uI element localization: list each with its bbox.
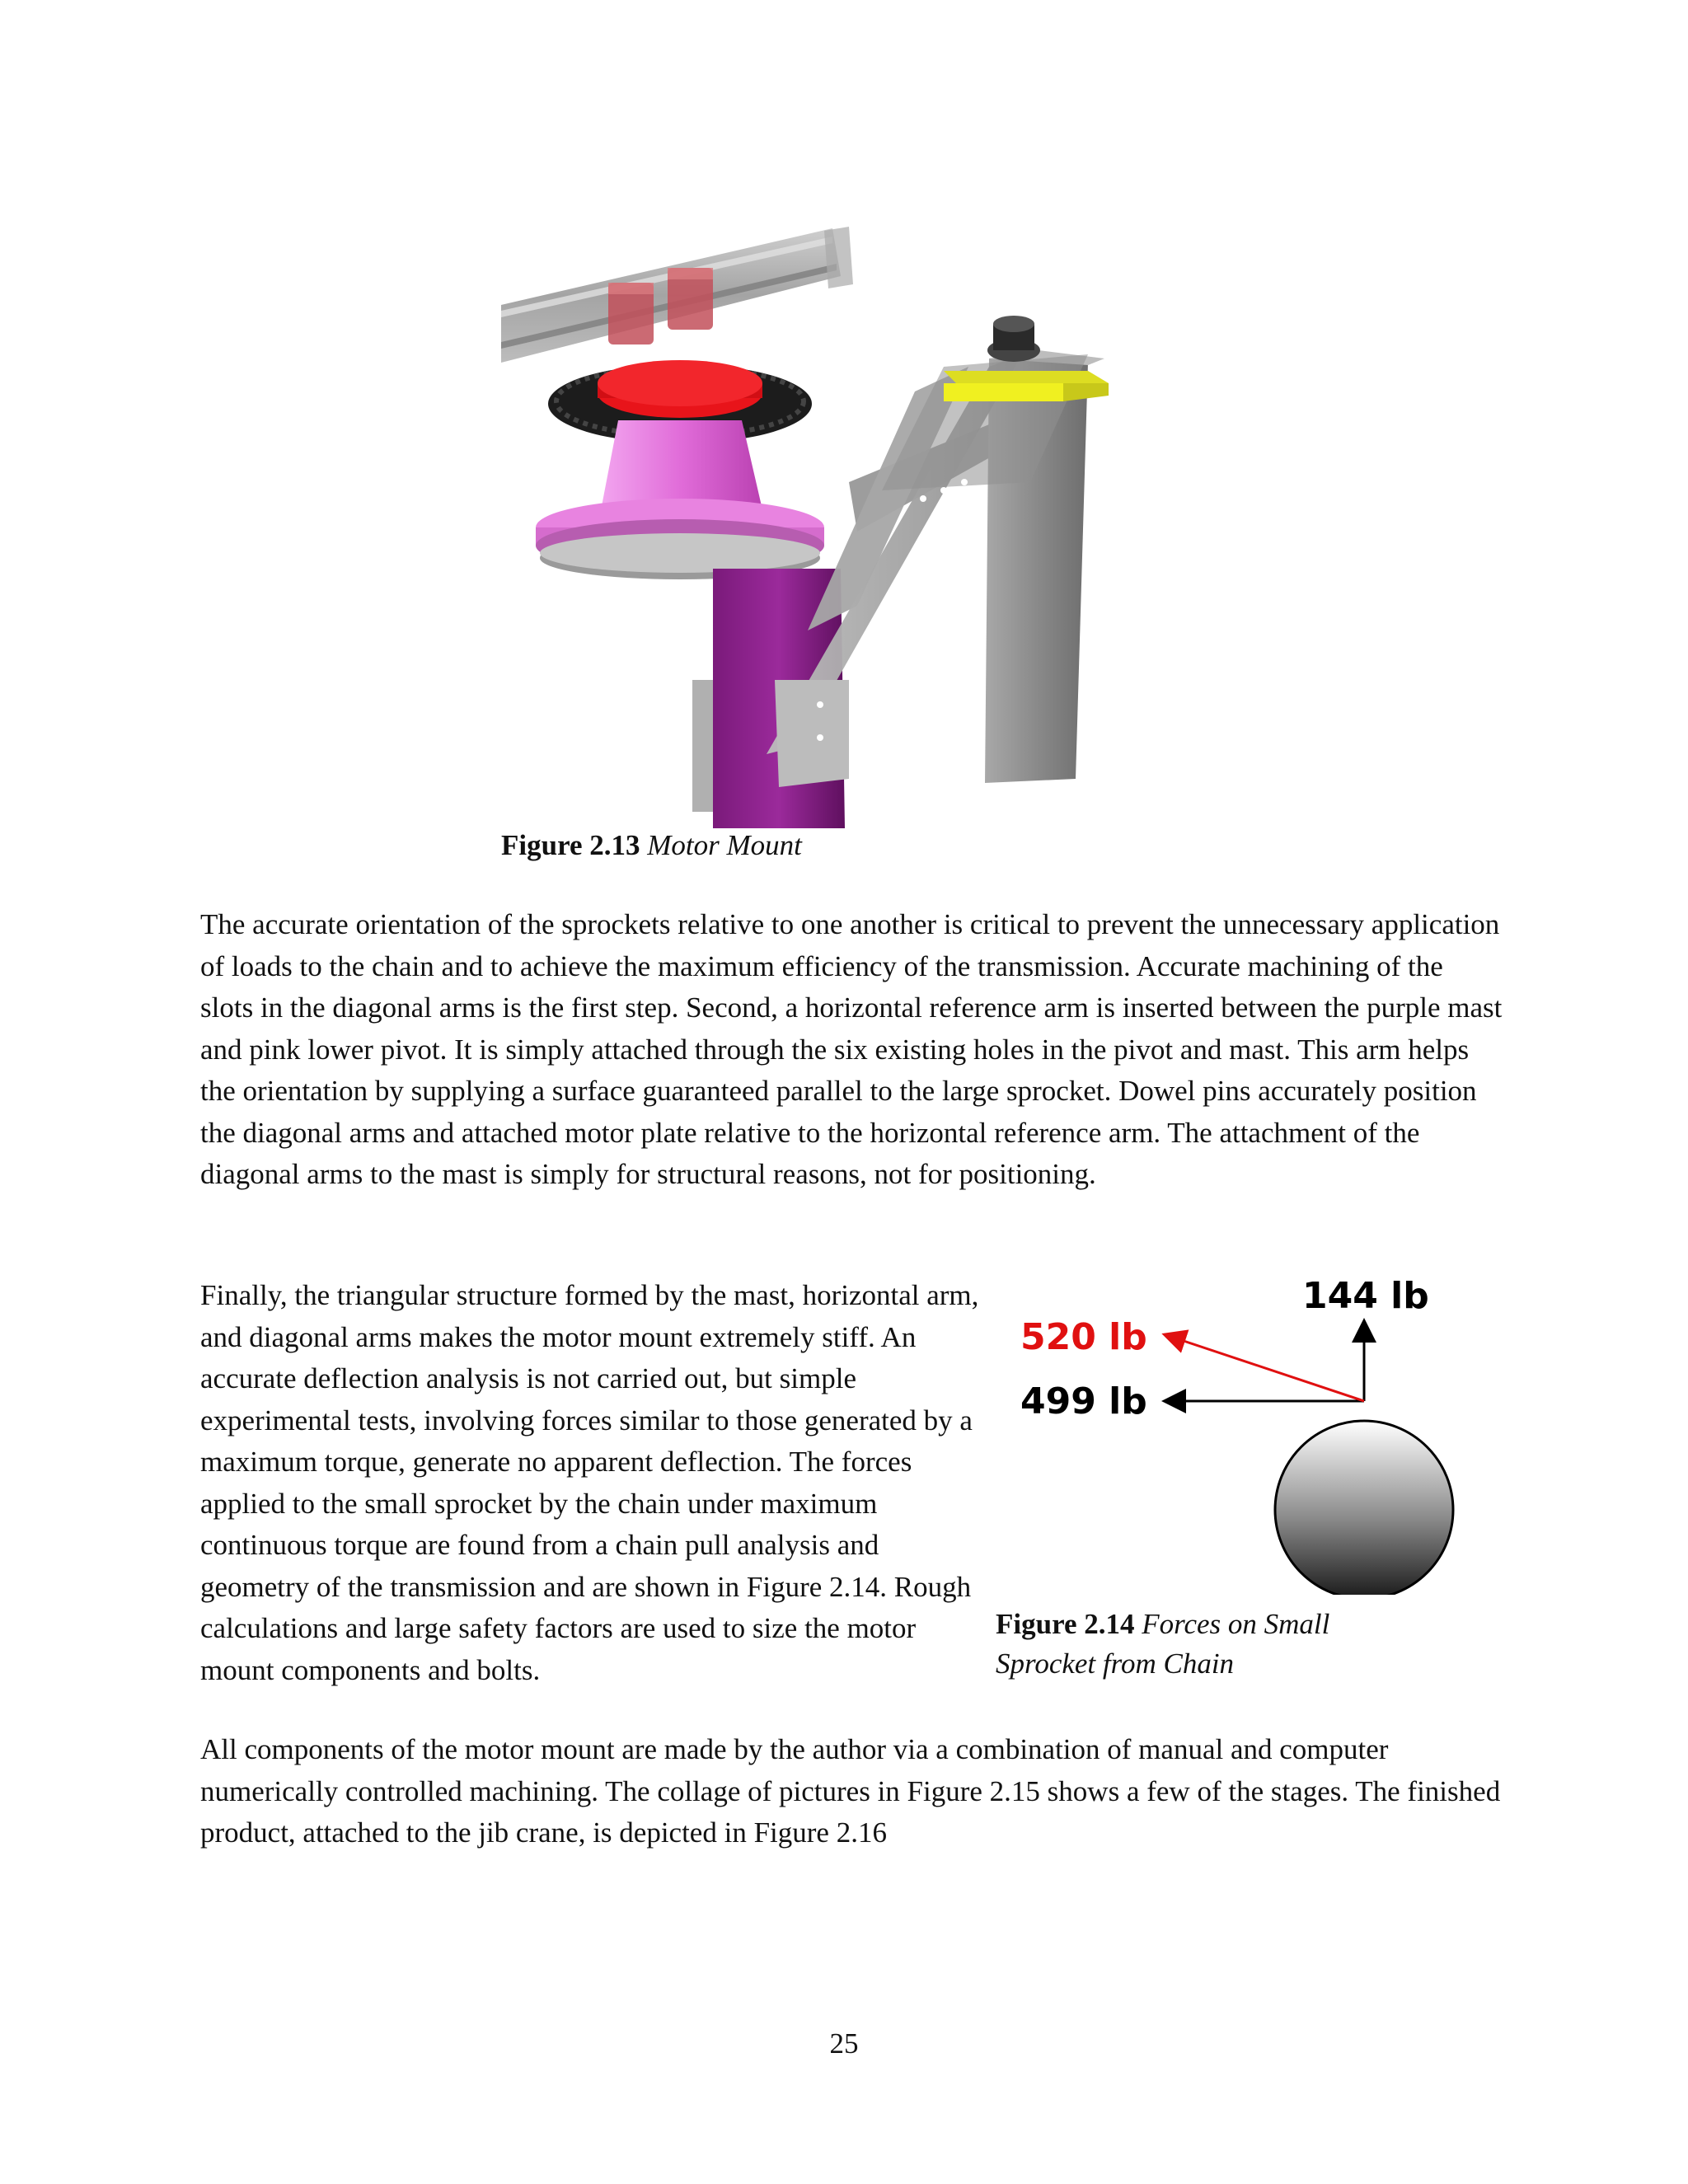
figure-2-14-caption — [996, 1605, 1424, 1684]
paragraph-orientation: The accurate orientation of the sprockets relative to one another is critical to prevent the unnecessary application of loads to the chain and to achieve the maximum efficiency of the transmission. Accurate machining of the slots in the diagonal arms is the first step. Second, a horizontal reference arm is inserted between the purple mast and pink lower pivot. It is simply attached through the six existing holes in the pivot and mast. This arm helps the orientation by supplying a surface guaranteed parallel to the large sprocket. Dowel pins accurately position the diagonal arms and attached motor plate relative to the horizontal reference arm. The attachment of the diagonal arms to the mast is simply for structural reasons, not for positioning. — [200, 908, 1503, 1190]
resultant-force-label: 520 lb — [1020, 1316, 1147, 1358]
figure-2-14-label: Figure 2.14 — [996, 1608, 1135, 1640]
paragraph-fabrication: All components of the motor mount are made by the author via a combination of manual and computer numerically controlled machining. The collage of pictures in Figure 2.15 shows a few of the stages. The finished product, attached to the jib crane, is depicted in Figure 2.16 — [200, 1733, 1501, 1849]
small-sprocket — [1275, 1421, 1453, 1595]
horizontal-force-label: 499 lb — [1020, 1380, 1147, 1422]
figure-2-13-title: Motor Mount — [647, 829, 802, 861]
figure-2-13-caption — [501, 826, 802, 865]
motor-mount-figure — [495, 218, 1121, 828]
page-number: 25 — [829, 2027, 859, 2060]
forces-diagram — [1006, 1265, 1467, 1595]
vertical-force-label: 144 lb — [1302, 1275, 1429, 1317]
figure-2-13-label: Figure 2.13 — [501, 829, 640, 861]
figure-2-14-title: Forces on Small Sprocket from Chain — [996, 1608, 1330, 1680]
resultant-force-arrow — [1166, 1335, 1364, 1401]
paragraph-stiffness: Finally, the triangular structure formed by the mast, horizontal arm, and diagonal arms makes the motor mount extremely stiff. An accurate deflection analysis is not carried out, but simple experimental tests, involving forces similar to those generated by a maximum torque, generate no apparent deflection. The forces applied to the small sprocket by the chain under maximum continuous torque are found from a chain pull analysis and geometry of the transmission and are shown in Figure 2.14. Rough calculations and large safety factors are used to size the motor mount components and bolts. — [200, 1279, 979, 1686]
